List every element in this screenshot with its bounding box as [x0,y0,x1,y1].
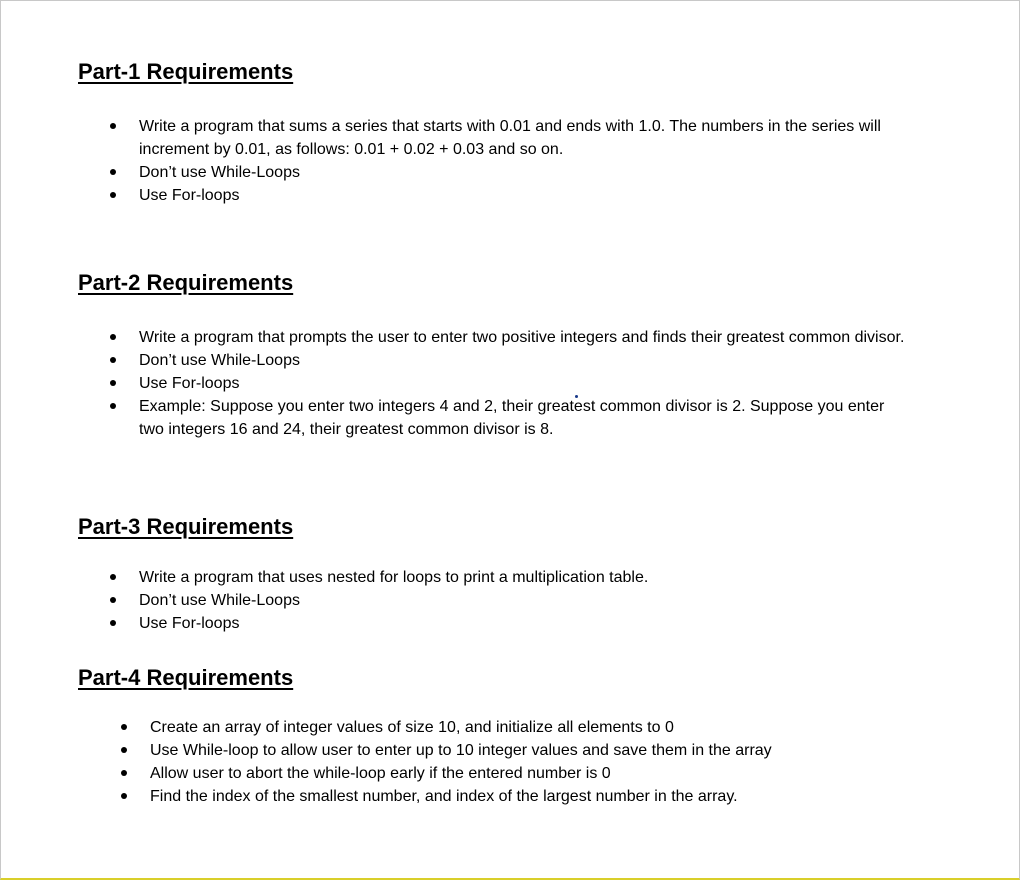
part-4-item-4: Find the index of the smallest number, and index of the largest number in the array. [121,785,921,808]
part-4-requirements-list [121,716,921,808]
part-1-item-3: Use For-loops [110,184,910,207]
part-1-item-2: Don’t use While-Loops [110,161,910,184]
part-2-item-4: Example: Suppose you enter two integers 4 and 2, their greatest common divisor is 2. Suppose you enter two integers 16 and 24, their greatest common divisor is 8. [110,395,910,441]
part-3-item-3: Use For-loops [110,612,910,635]
part-2-item-3: Use For-loops [110,372,910,395]
part-2-item-2: Don’t use While-Loops [110,349,910,372]
part-4-item-3: Allow user to abort the while-loop early if the entered number is 0 [121,762,921,785]
stray-mark [575,395,578,398]
part-2-heading: Part-2 Requirements [78,270,294,295]
part-3-heading: Part-3 Requirements [78,514,294,539]
part-3-item-2: Don’t use While-Loops [110,589,910,612]
part-4-heading: Part-4 Requirements [78,665,294,690]
part-2-requirements-list [110,326,910,441]
part-4-item-1: Create an array of integer values of size 10, and initialize all elements to 0 [121,716,921,739]
part-1-heading: Part-1 Requirements [78,59,294,84]
part-4-item-2: Use While-loop to allow user to enter up to 10 integer values and save them in the array [121,739,921,762]
part-1-requirements-list [110,115,910,207]
part-2-item-1: Write a program that prompts the user to enter two positive integers and finds their greatest common divisor. [110,326,910,349]
part-3-item-1: Write a program that uses nested for loops to print a multiplication table. [110,566,910,589]
part-1-item-1: Write a program that sums a series that starts with 0.01 and ends with 1.0. The numbers in the series will increment by 0.01, as follows: 0.01 + 0.02 + 0.03 and so on. [110,115,910,161]
part-3-requirements-list [110,566,910,635]
